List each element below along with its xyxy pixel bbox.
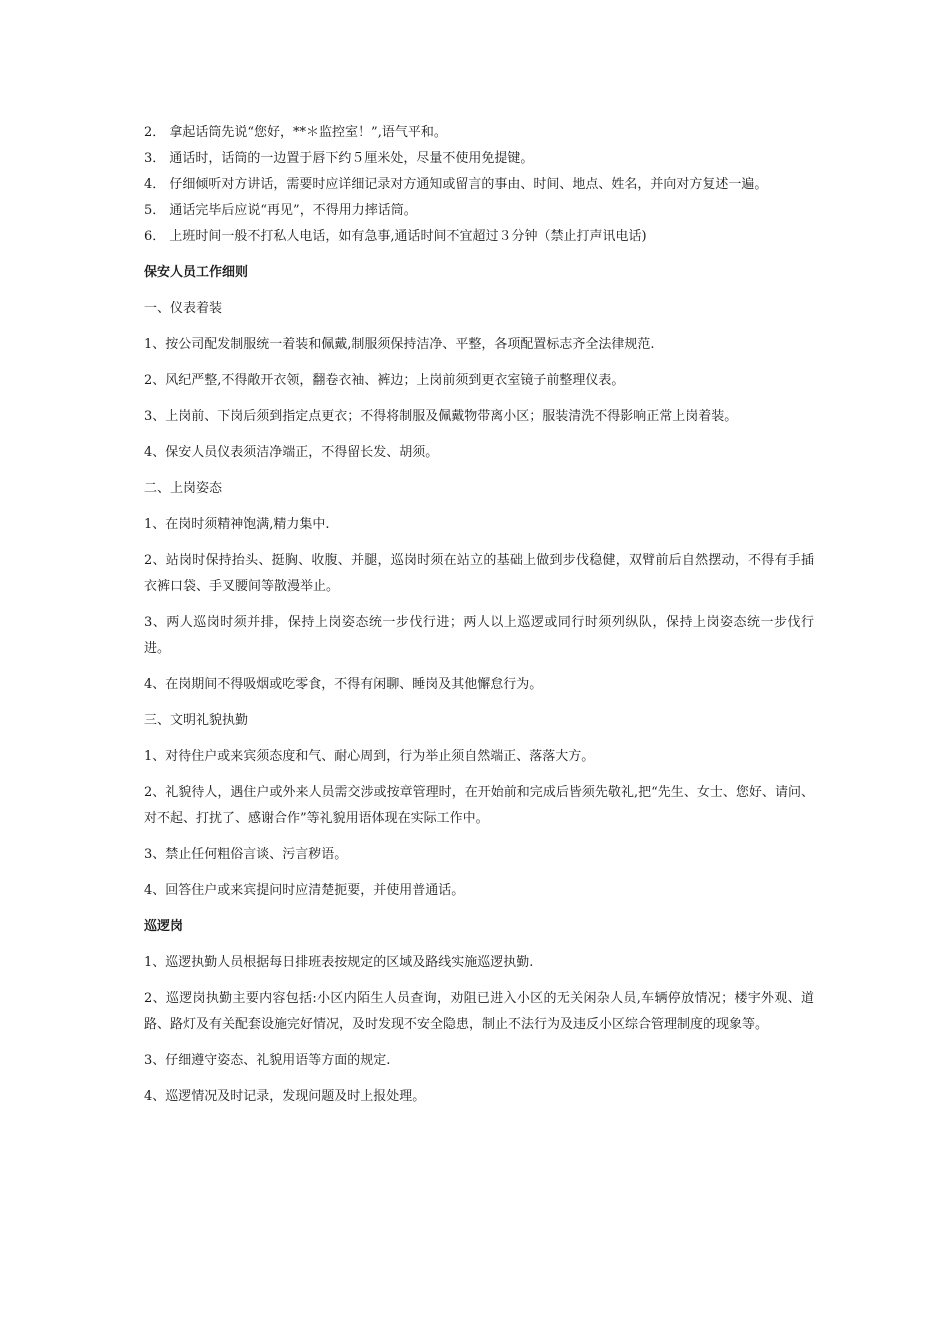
- list-item: 3、仔细遵守姿态、礼貌用语等方面的规定.: [144, 1053, 391, 1068]
- list-item: 2、巡逻岗执勤主要内容包括:小区内陌生人员查询，劝阻已进入小区的无关闲杂人员,车辆停放情况；楼宇外观、道路、路灯及有关配套设施完好情况，及时发现不安全隐患，制止不法行为及违反小区综合管理制度的现象等。: [144, 991, 814, 1032]
- section-heading: 一、仪表着装: [144, 301, 223, 316]
- list-item: 1、按公司配发制服统一着装和佩戴,制服须保持洁净、平整，各项配置标志齐全法律规范.: [144, 337, 655, 352]
- patrol-heading: 巡逻岗: [144, 919, 184, 934]
- list-item: 4、在岗期间不得吸烟或吃零食，不得有闲聊、睡岗及其他懈怠行为。: [144, 677, 543, 692]
- list-item: 1、在岗时须精神饱满,精力集中.: [144, 517, 330, 532]
- phone-rule: 2． 拿起话筒先说“您好，**＊监控室！”,语气平和。: [144, 125, 447, 140]
- list-item: 4、保安人员仪表须洁净端正，不得留长发、胡须。: [144, 445, 439, 460]
- section-heading: 三、文明礼貌执勤: [144, 713, 249, 728]
- list-item: 4、回答住户或来宾提问时应清楚扼要，并使用普通话。: [144, 883, 465, 898]
- list-item: 2、站岗时保持抬头、挺胸、收腹、并腿，巡岗时须在站立的基础上做到步伐稳健，双臂前后自然摆动，不得有手插衣裤口袋、手叉腰间等散漫举止。: [144, 553, 814, 594]
- list-item: 1、对待住户或来宾须态度和气、耐心周到，行为举止须自然端正、落落大方。: [144, 749, 595, 764]
- list-item: 1、巡逻执勤人员根据每日排班表按规定的区域及路线实施巡逻执勤.: [144, 955, 534, 970]
- phone-rule: 4． 仔细倾听对方讲话，需要时应详细记录对方通知或留言的事由、时间、地点、姓名，并向对方复述一遍。: [144, 177, 768, 192]
- list-item: 4、巡逻情况及时记录，发现问题及时上报处理。: [144, 1089, 426, 1104]
- list-item: 2、礼貌待人，遇住户或外来人员需交涉或按章管理时，在开始前和完成后皆须先敬礼,把“先生、女士、您好、请问、对不起、打扰了、感谢合作”等礼貌用语体现在实际工作中。: [144, 785, 814, 826]
- list-item: 2、风纪严整,不得敞开衣领，翻卷衣袖、裤边；上岗前须到更衣室镜子前整理仪表。: [144, 373, 625, 388]
- document-page: [144, 120, 814, 1120]
- list-item: 3、两人巡岗时须并排，保持上岗姿态统一步伐行进；两人以上巡逻或同行时须列纵队，保持上岗姿态统一步伐行进。: [144, 615, 814, 656]
- list-item: 3、禁止任何粗俗言谈、污言秽语。: [144, 847, 348, 862]
- list-item: 3、上岗前、下岗后须到指定点更衣；不得将制服及佩戴物带离小区；服装清洗不得影响正常上岗着装。: [144, 409, 738, 424]
- phone-rule: 5． 通话完毕后应说“再见”，不得用力摔话筒。: [144, 203, 417, 218]
- phone-rule: 6． 上班时间一般不打私人电话，如有急事,通话时间不宜超过３分钟（禁止打声讯电话): [144, 229, 647, 244]
- document-title: 保安人员工作细则: [144, 265, 249, 280]
- phone-rule: 3． 通话时，话筒的一边置于唇下约５厘米处，尽量不使用免提键。: [144, 151, 534, 166]
- section-heading: 二、上岗姿态: [144, 481, 223, 496]
